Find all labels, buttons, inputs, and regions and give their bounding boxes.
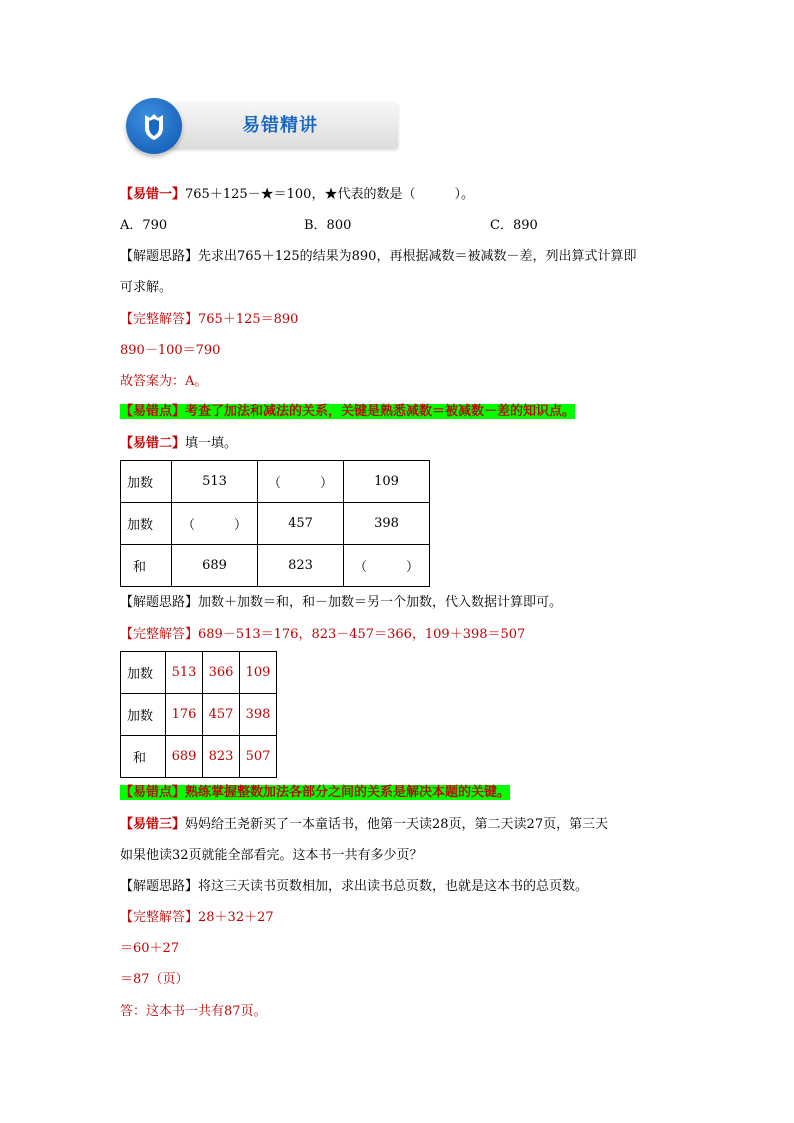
q3-text: 妈妈给王尧新买了一本童话书，他第一天读28页，第二天读27页，第三天 bbox=[185, 817, 609, 832]
q3-answer-line1: 28＋32＋27 bbox=[198, 910, 274, 925]
table-cell: （ ） bbox=[258, 461, 344, 503]
shield-icon bbox=[126, 98, 182, 154]
q3-answer-tag: 【完整解答】 bbox=[120, 910, 199, 925]
table-cell: 689 bbox=[172, 545, 258, 587]
q1-tag: 【易错一】 bbox=[120, 187, 186, 202]
table-row bbox=[121, 652, 277, 694]
q1-thinking: 【解题思路】先求出765＋125的结果为890，再根据减数＝被减数－差，列出算式计算即 bbox=[120, 249, 637, 264]
table-cell: 和 bbox=[121, 545, 172, 587]
table-row bbox=[121, 545, 430, 587]
table-row bbox=[121, 503, 430, 545]
table-cell: 176 bbox=[166, 694, 203, 736]
q3-line bbox=[120, 816, 608, 834]
table-cell: 109 bbox=[344, 461, 430, 503]
q3-answer-line2: ＝60＋27 bbox=[120, 941, 180, 956]
q1-thinking-cont: 可求解。 bbox=[120, 280, 173, 295]
table-cell: 109 bbox=[240, 652, 277, 694]
table-cell: 和 bbox=[121, 736, 166, 778]
table-cell: 689 bbox=[166, 736, 203, 778]
table-cell: 398 bbox=[240, 694, 277, 736]
q3-thinking: 【解题思路】将这三天读书页数相加，求出读书总页数，也就是这本书的总页数。 bbox=[120, 879, 589, 894]
q1-point bbox=[120, 403, 575, 421]
table-cell: 823 bbox=[203, 736, 240, 778]
q3-answer-line3: ＝87（页） bbox=[120, 972, 189, 987]
q2-table bbox=[120, 460, 430, 587]
table-cell: 823 bbox=[258, 545, 344, 587]
q1-answer bbox=[120, 311, 298, 329]
table-row bbox=[121, 461, 430, 503]
q2-tag: 【易错二】 bbox=[120, 436, 186, 451]
table-cell: 加数 bbox=[121, 503, 172, 545]
q2-answer bbox=[120, 626, 525, 644]
q1-point-text: 【易错点】考查了加法和减法的关系，关键是熟悉减数＝被减数－差的知识点。 bbox=[120, 404, 576, 419]
q2-text: 填一填。 bbox=[185, 436, 238, 451]
table-cell: 加数 bbox=[121, 694, 166, 736]
q1-answer-line2: 890－100＝790 bbox=[120, 343, 221, 358]
q2-line bbox=[120, 435, 237, 453]
q2-answer-text: 689－513＝176，823－457＝366，109＋398＝507 bbox=[198, 627, 526, 642]
q2-thinking: 【解题思路】加数＋加数＝和，和－加数＝另一个加数，代入数据计算即可。 bbox=[120, 595, 563, 610]
q3-tag: 【易错三】 bbox=[120, 817, 186, 832]
q3-answer bbox=[120, 909, 274, 927]
table-row bbox=[121, 736, 277, 778]
q1-option-b: B．800 bbox=[304, 218, 352, 233]
q2-answer-tag: 【完整解答】 bbox=[120, 627, 199, 642]
banner-title: 易错精讲 bbox=[242, 115, 318, 136]
table-cell: （ ） bbox=[172, 503, 258, 545]
table-row bbox=[121, 694, 277, 736]
table-cell: 507 bbox=[240, 736, 277, 778]
q1-line bbox=[120, 186, 474, 204]
table-cell: 457 bbox=[203, 694, 240, 736]
table-cell: 398 bbox=[344, 503, 430, 545]
q1-answer-line1: 765＋125＝890 bbox=[198, 312, 299, 327]
table-cell: 加数 bbox=[121, 461, 172, 503]
table-cell: 366 bbox=[203, 652, 240, 694]
table-cell: 加数 bbox=[121, 652, 166, 694]
section-banner bbox=[120, 96, 400, 162]
q1-option-a: A．790 bbox=[120, 218, 168, 233]
q1-answer-line3: 故答案为：A。 bbox=[120, 374, 208, 389]
table-cell: 513 bbox=[166, 652, 203, 694]
table-cell: 457 bbox=[258, 503, 344, 545]
q1-option-c: C．890 bbox=[490, 218, 538, 233]
q2-point bbox=[120, 784, 510, 802]
q3-text-cont: 如果他读32页就能全部看完。这本书一共有多少页？ bbox=[120, 848, 423, 863]
q2-answer-table bbox=[120, 651, 277, 778]
table-cell: 513 bbox=[172, 461, 258, 503]
q1-answer-tag: 【完整解答】 bbox=[120, 312, 199, 327]
q3-answer-line4: 答：这本书一共有87页。 bbox=[120, 1004, 267, 1019]
table-cell: （ ） bbox=[344, 545, 430, 587]
q2-point-text: 【易错点】熟练掌握整数加法各部分之间的关系是解决本题的关键。 bbox=[120, 785, 511, 800]
q1-text: 765＋125－★＝100，★代表的数是（ ）。 bbox=[185, 187, 474, 202]
